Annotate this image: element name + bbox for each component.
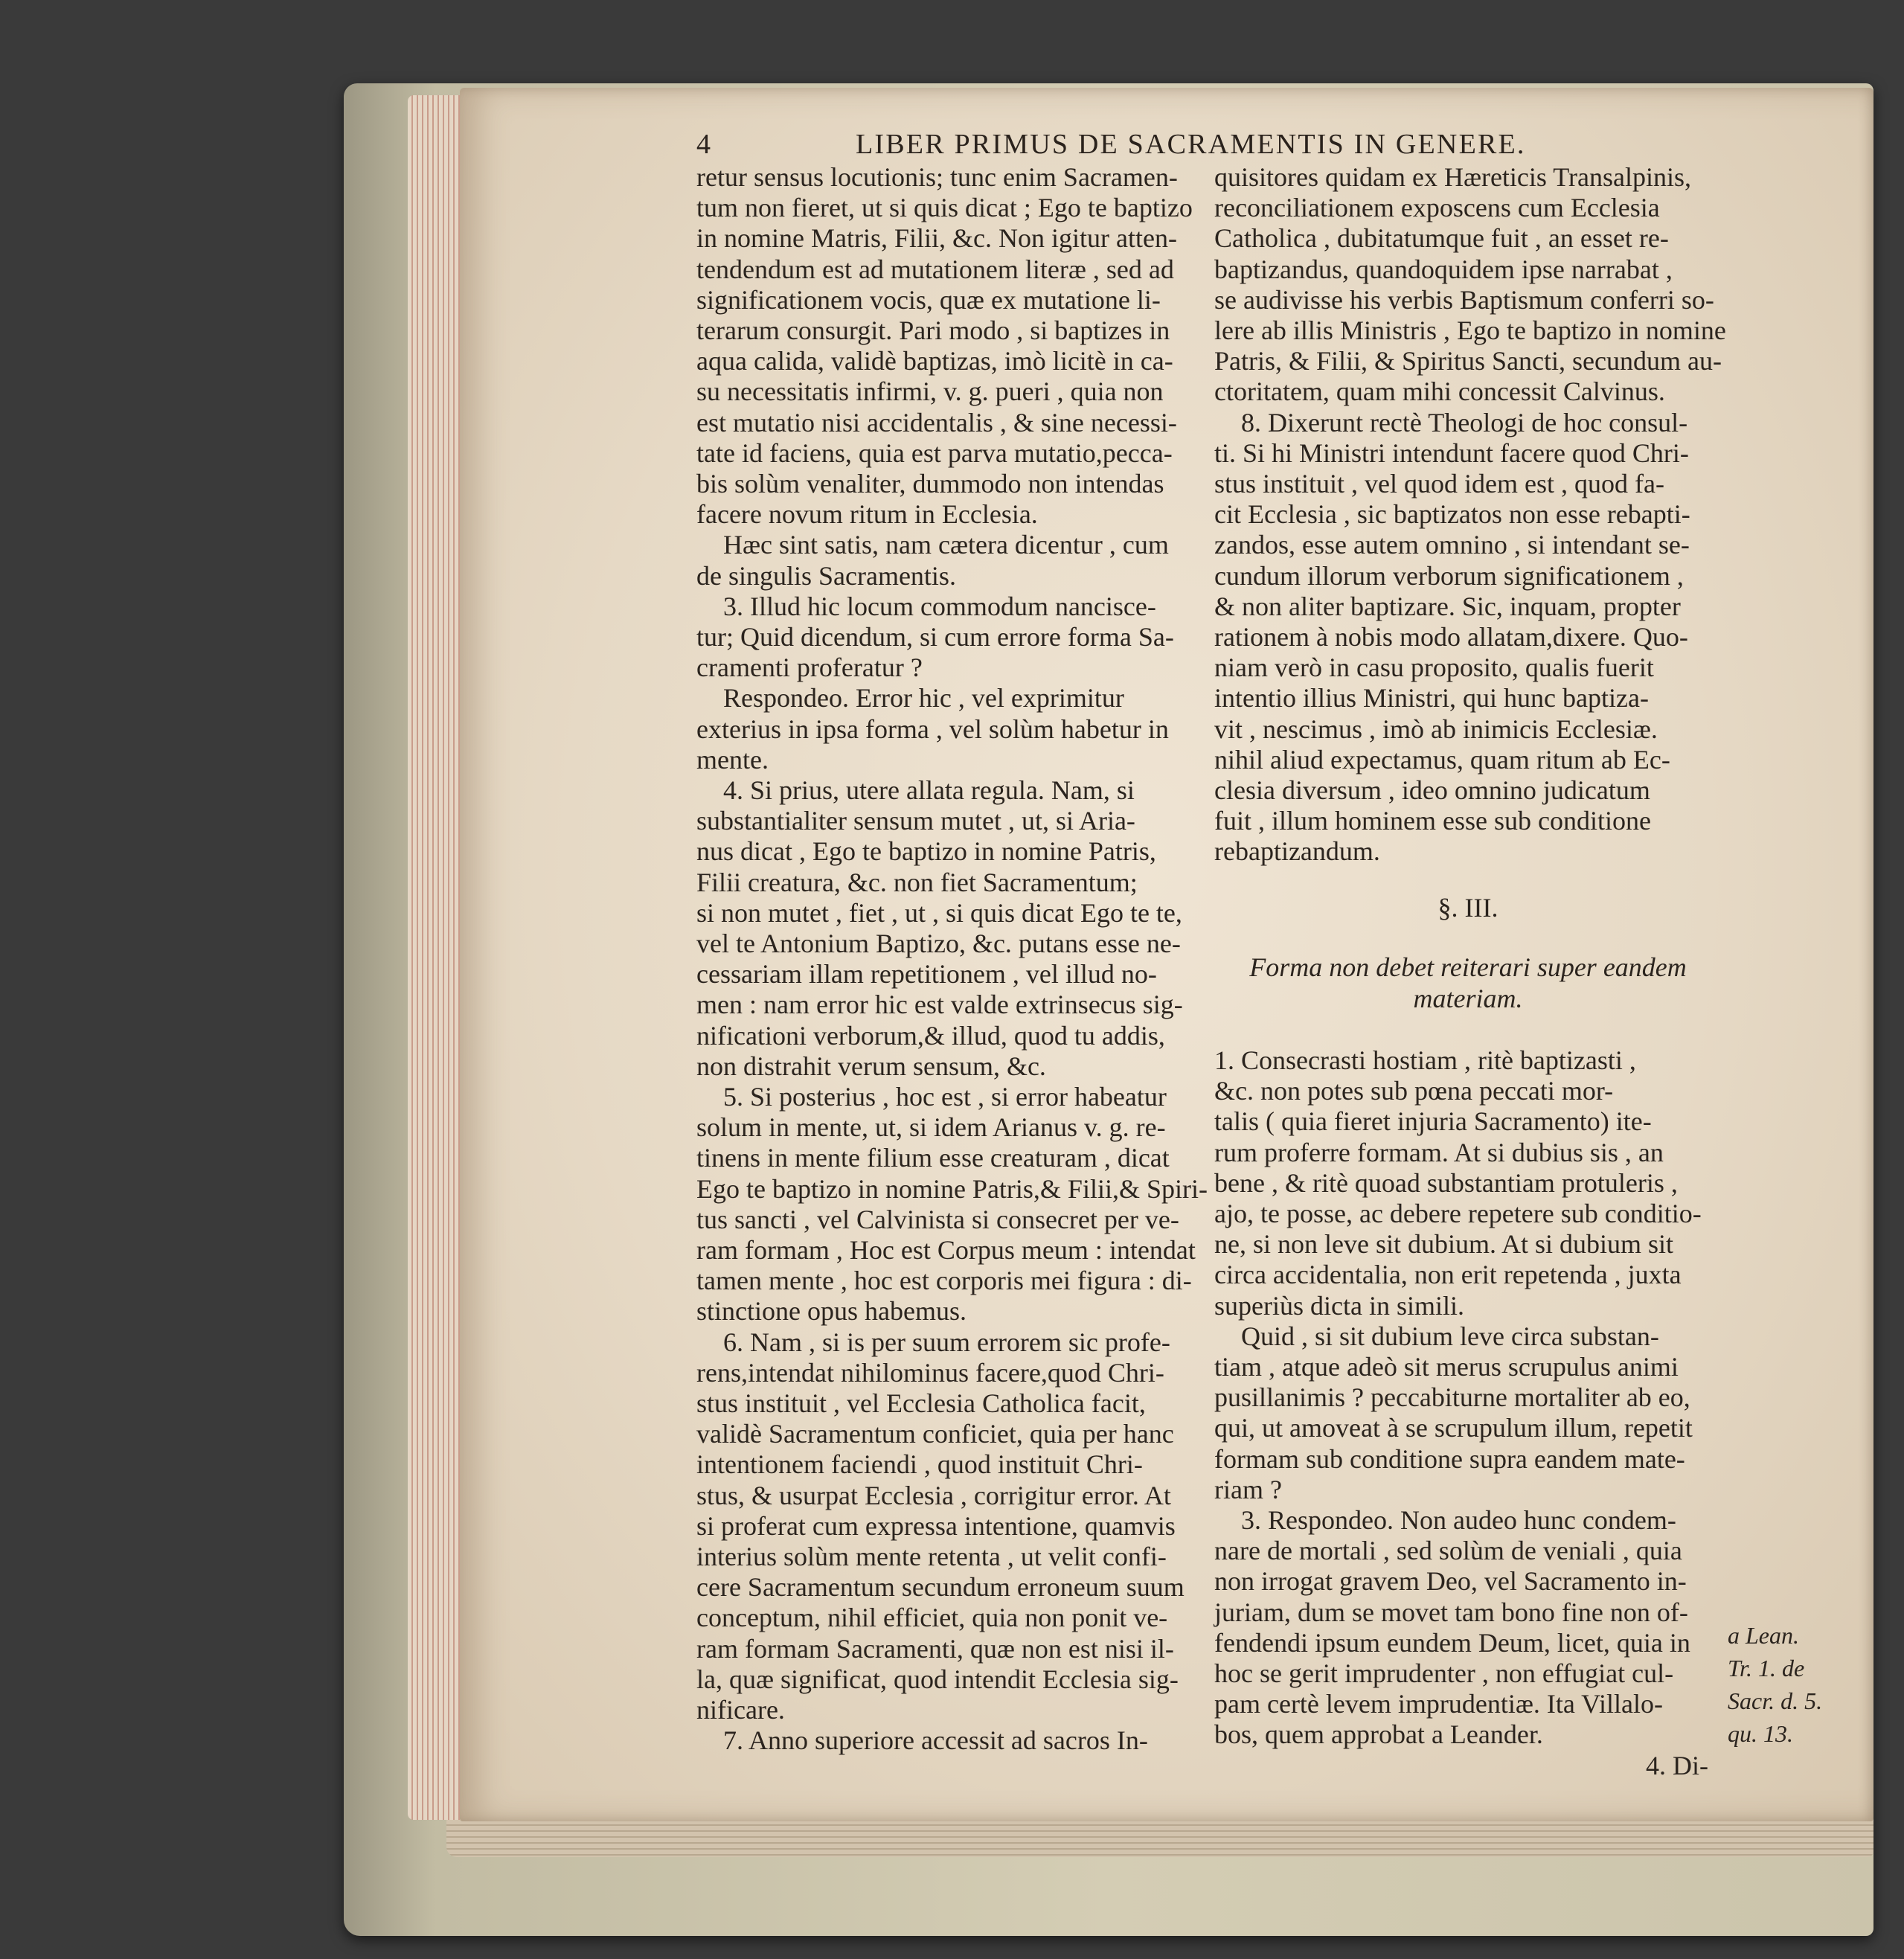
text-line: nificationi verborum,& illud, quod tu addis, <box>696 1020 1165 1051</box>
text-line: stus instituit , vel Ecclesia Catholica facit, <box>696 1388 1146 1418</box>
text-line: clesia diversum , ideo omnino judicatum <box>1214 775 1650 805</box>
section-title-cont: materiam. <box>1413 984 1523 1013</box>
text-line: riam ? <box>1214 1474 1282 1504</box>
text-line: bos, quem approbat a Leander. <box>1214 1719 1543 1750</box>
text-line: nus dicat , Ego te baptizo in nomine Patris, <box>696 836 1156 867</box>
text-line: intentionem faciendi , quod instituit Chri- <box>696 1449 1143 1480</box>
text-line: niam verò in casu proposito, qualis fuerit <box>1214 653 1654 683</box>
text-line: ram formam , Hoc est Corpus meum : intendat <box>696 1235 1196 1265</box>
text-line: non irrogat gravem Deo, vel Sacramento in- <box>1214 1566 1687 1597</box>
text-line: 4. Si prius, utere allata regula. Nam, si <box>723 775 1135 805</box>
text-line: Quid , si sit dubium leve circa substan- <box>1241 1321 1659 1351</box>
text-line: significationem vocis, quæ ex mutatione li- <box>696 284 1161 315</box>
text-line: ti. Si hi Ministri intendunt facere quod Chri- <box>1214 437 1689 468</box>
text-line: su necessitatis infirmi, v. g. pueri , quia non <box>696 376 1164 407</box>
text-line: pusillanimis ? peccabiturne mortaliter ab eo, <box>1214 1382 1690 1413</box>
text-line: ajo, te posse, ac debere repetere sub conditio- <box>1214 1199 1702 1228</box>
text-line: tur; Quid dicendum, si cum errore forma Sa- <box>696 622 1174 652</box>
text-line: 7. Anno superiore accessit ad sacros In- <box>723 1725 1148 1756</box>
text-line: interius solùm mente retenta , ut velit confi- <box>696 1542 1167 1571</box>
text-line: facere novum ritum in Ecclesia. <box>696 499 1038 530</box>
text-line: superiùs dicta in simili. <box>1214 1290 1464 1321</box>
text-line: exterius in ipsa forma , vel solùm habetur in <box>696 714 1169 744</box>
text-line: quisitores quidam ex Hæreticis Transalpinis, <box>1214 162 1691 192</box>
text-line: rationem à nobis modo allatam,dixere. Quo- <box>1214 622 1688 652</box>
text-line: rum proferre formam. At si dubius sis , an <box>1214 1137 1664 1167</box>
text-line: se audivisse his verbis Baptismum conferri so- <box>1214 284 1714 315</box>
text-line: Filii creatura, &c. non fiet Sacramentum; <box>696 867 1138 897</box>
text-line: bene , & ritè quoad substantiam protuleris , <box>1214 1167 1678 1198</box>
text-line: tendendum est ad mutationem literæ , sed ad <box>696 254 1174 284</box>
text-line: bis solùm venaliter, dummodo non intendas <box>696 469 1164 498</box>
text-line: validè Sacramentum conficiet, quia per hanc <box>696 1419 1174 1449</box>
text-line: circa accidentalia, non erit repetenda , juxta <box>1214 1260 1682 1290</box>
text-line: tinens in mente filium esse creaturam , dicat <box>696 1143 1170 1173</box>
text-line: si non mutet , fiet , ut , si quis dicat Ego te te, <box>696 897 1182 928</box>
text-line: Patris, & Filii, & Spiritus Sancti, secundum au- <box>1214 346 1722 376</box>
text-line: zandos, esse autem omnino , si intendant se- <box>1214 530 1690 560</box>
text-line: rebaptizandum. <box>1214 836 1380 867</box>
catchword: 4. Di- <box>1646 1751 1708 1780</box>
text-line: stinctione opus habemus. <box>696 1296 967 1327</box>
text-line: men : nam error hic est valde extrinsecus sig- <box>696 990 1183 1020</box>
margin-note-line: qu. 13. <box>1728 1720 1793 1747</box>
text-line: hoc se gerit imprudenter , non effugiat cul- <box>1214 1658 1674 1688</box>
text-line: &c. non potes sub pœna peccati mor- <box>1214 1076 1614 1106</box>
text-line: mente. <box>696 744 769 775</box>
text-line: talis ( quia fieret injuria Sacramento) ite- <box>1214 1106 1652 1137</box>
text-line: 5. Si posterius , hoc est , si error habeatur <box>723 1082 1167 1112</box>
text-line: 3. Illud hic locum commodum nancisce- <box>723 591 1156 621</box>
text-line: substantialiter sensum mutet , ut, si Aria- <box>696 806 1135 836</box>
text-line: reconciliationem exposcens cum Ecclesia <box>1214 193 1660 223</box>
text-line: ne, si non leve sit dubium. At si dubium sit <box>1214 1229 1674 1260</box>
text-line: rens,intendat nihilominus facere,quod Chri- <box>696 1357 1164 1388</box>
text-line: cit Ecclesia , sic baptizatos non esse rebapti- <box>1214 499 1690 530</box>
text-line: baptizandus, quandoquidem ipse narrabat , <box>1214 254 1673 284</box>
text-line: tus sancti , vel Calvinista si consecret per ve- <box>696 1204 1179 1234</box>
section-number: §. III. <box>1437 893 1498 923</box>
text-line: formam sub conditione supra eandem mate- <box>1214 1443 1685 1474</box>
text-line: la, quæ significat, quod intendit Ecclesia sig- <box>696 1664 1179 1694</box>
text-line: cere Sacramentum secundum erroneum suum <box>696 1572 1185 1603</box>
text-line: cramenti proferatur ? <box>696 653 923 683</box>
text-line: stus, & usurpat Ecclesia , corrigitur error. At <box>696 1480 1171 1510</box>
text-line: lere ab illis Ministris , Ego te baptizo in nomine <box>1214 315 1726 345</box>
text-line: tum non fieret, ut si quis dicat ; Ego te baptizo <box>696 193 1193 223</box>
text-line: conceptum, nihil efficiet, quia non ponit ve- <box>696 1603 1168 1633</box>
margin-note-line: a Lean. <box>1728 1622 1799 1649</box>
section-title: Forma non debet reiterari super eandem <box>1249 952 1687 982</box>
text-line: si proferat cum expressa intentione, quamvis <box>696 1510 1176 1541</box>
text-line: nare de mortali , sed solùm de veniali , quia <box>1214 1536 1682 1566</box>
text-line: 3. Respondeo. Non audeo hunc condem- <box>1241 1505 1676 1535</box>
text-line: de singulis Sacramentis. <box>696 560 956 591</box>
text-line: 8. Dixerunt rectè Theologi de hoc consul- <box>1241 407 1688 437</box>
text-line: est mutatio nisi accidentalis , & sine necessi- <box>696 407 1177 437</box>
margin-note-line: Tr. 1. de <box>1728 1655 1805 1681</box>
text-line: Ego te baptizo in nomine Patris,& Filii,& Spiri- <box>696 1173 1208 1204</box>
text-line: fendendi ipsum eundem Deum, licet, quia in <box>1214 1627 1690 1658</box>
text-line: 1. Consecrasti hostiam , ritè baptizasti , <box>1214 1045 1636 1075</box>
text-line: Hæc sint satis, nam cætera dicentur , cum <box>723 530 1169 560</box>
text-line: vit , nescimus , imò ab inimicis Ecclesiæ. <box>1214 714 1658 744</box>
text-line: ram formam Sacramenti, quæ non est nisi il- <box>696 1633 1174 1664</box>
running-title: LIBER PRIMUS DE SACRAMENTIS IN GENERE. <box>856 129 1526 160</box>
text-line: nihil aliud expectamus, quam ritum ab Ec- <box>1214 744 1670 775</box>
text-line: cessariam illam repetitionem , vel illud no- <box>696 959 1157 990</box>
text-line: juriam, dum se movet tam bono fine non of- <box>1214 1597 1688 1627</box>
text-line: terarum consurgit. Pari modo , si baptizes in <box>696 315 1170 345</box>
text-line: aqua calida, validè baptizas, imò licitè in ca- <box>696 346 1173 376</box>
text-line: Catholica , dubitatumque fuit , an esset re- <box>1214 223 1669 254</box>
text-line: pam certè levem imprudentiæ. Ita Villalo- <box>1214 1689 1663 1719</box>
text-line: retur sensus locutionis; tunc enim Sacramen- <box>696 162 1178 192</box>
text-line: tate id faciens, quia est parva mutatio,pecca- <box>696 437 1173 468</box>
text-line: ctoritatem, quam mihi concessit Calvinus. <box>1214 376 1665 407</box>
page-bottom-edges <box>446 1820 1873 1857</box>
text-line: stus instituit , vel quod idem est , quod fa- <box>1214 469 1664 498</box>
text-line: nificare. <box>696 1695 785 1725</box>
text-line: intentio illius Ministri, qui hunc baptiza- <box>1214 683 1649 714</box>
text-line: tiam , atque adeò sit merus scrupulus animi <box>1214 1352 1679 1382</box>
page-number: 4 <box>696 129 712 160</box>
text-line: tamen mente , hoc est corporis mei figura : di- <box>696 1266 1192 1296</box>
text-line: Respondeo. Error hic , vel exprimitur <box>723 683 1124 714</box>
text-line: 6. Nam , si is per suum errorem sic profe- <box>723 1327 1170 1357</box>
text-line: fuit , illum hominem esse sub conditione <box>1214 806 1651 836</box>
text-line: cundum illorum verborum significationem , <box>1214 560 1684 591</box>
text-line: qui, ut amoveat à se scrupulum illum, repetit <box>1214 1413 1693 1443</box>
text-line: in nomine Matris, Filii, &c. Non igitur atten- <box>696 223 1177 254</box>
text-line: non distrahit verum sensum, &c. <box>696 1051 1046 1081</box>
text-line: vel te Antonium Baptizo, &c. putans esse ne- <box>696 929 1181 958</box>
text-line: & non aliter baptizare. Sic, inquam, propter <box>1214 591 1681 621</box>
text-line: solum in mente, ut, si idem Arianus v. g. re- <box>696 1112 1166 1143</box>
margin-note-line: Sacr. d. 5. <box>1728 1687 1823 1714</box>
